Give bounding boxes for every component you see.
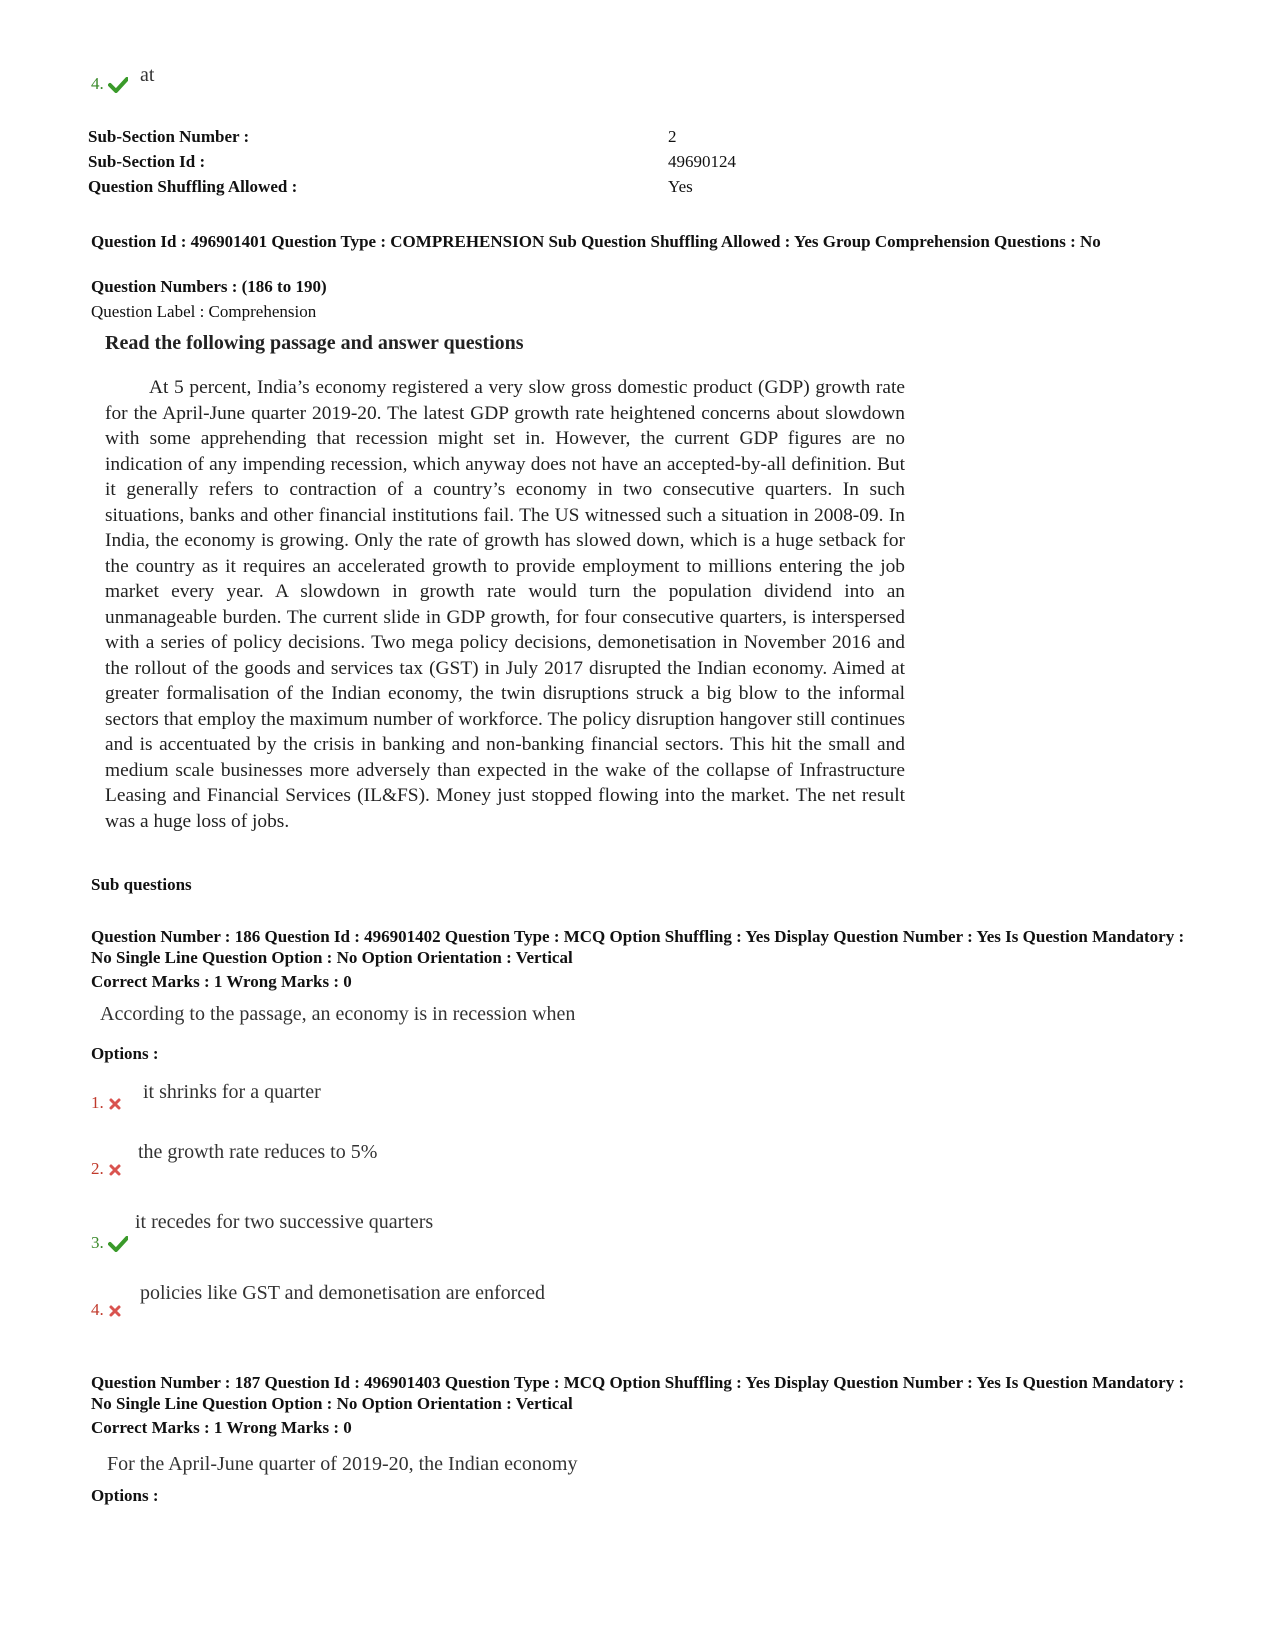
- question-shuffling-value: Yes: [668, 177, 693, 196]
- q187-header: Question Number : 187 Question Id : 496901403 Question Type : MCQ Option Shuffling : Yes Display Question Number : Yes Is Question Mandatory : No Single Line Question Option : No Option Orientation : Vertical: [91, 1373, 1185, 1413]
- sub-questions-label: Sub questions: [91, 875, 192, 894]
- q186-option-2-text: the growth rate reduces to 5%: [138, 1141, 378, 1163]
- subsection-number-label: Sub-Section Number :: [88, 127, 250, 146]
- cross-icon: [108, 1097, 122, 1111]
- q186-marks: Correct Marks : 1 Wrong Marks : 0: [91, 972, 352, 991]
- q187-marks: Correct Marks : 1 Wrong Marks : 0: [91, 1418, 352, 1437]
- q187-stem: For the April-June quarter of 2019-20, the Indian economy: [107, 1453, 578, 1475]
- option-number: 3.: [91, 1233, 104, 1252]
- prev-option-text: at: [140, 64, 155, 86]
- q186-stem: According to the passage, an economy is in recession when: [100, 1003, 576, 1025]
- subsection-number-value: 2: [668, 127, 677, 146]
- cross-icon: [108, 1163, 122, 1177]
- subsection-id-value: 49690124: [668, 152, 736, 171]
- q186-option-4-marker: [91, 1300, 122, 1320]
- q186-option-3-text: it recedes for two successive quarters: [135, 1211, 434, 1233]
- q186-option-3-marker: [91, 1233, 128, 1253]
- q186-options-label: Options :: [91, 1044, 159, 1063]
- comprehension-header: Question Id : 496901401 Question Type : COMPREHENSION Sub Question Shuffling Allowed : Yes Group Comprehension Questions : No: [91, 232, 1101, 251]
- question-numbers: Question Numbers : (186 to 190): [91, 277, 327, 296]
- passage-text: At 5 percent, India’s economy registered a very slow gross domestic product (GDP) growth rate for the April-June quarter 2019-20. The latest GDP growth rate heightened concerns about slowdown with some apprehending that recession might set in. However, the current GDP figures are no indication of any impending recession, which anyway does not have an accepted-by-all definition. But it generally refers to contraction of a country’s economy in two consecutive quarters. In such situations, banks and other financial institutions fail. The US witnessed such a situation in 2008-09. In India, the economy is growing. Only the rate of growth has slowed down, which is a huge setback for the country as it requires an accelerated growth to provide employment to millions entering the job market every year. A slowdown in growth rate would turn the population dividend into an unmanageable burden. The current slide in GDP growth, for four consecutive quarters, is interspersed with a series of policy decisions. Two mega policy decisions, demonetisation in November 2016 and the rollout of the goods and services tax (GST) in July 2017 disrupted the Indian economy. Aimed at greater formalisation of the Indian economy, the twin disruptions struck a big blow to the informal sectors that employ the maximum number of workforce. The policy disruption hangover still continues and is accentuated by the crisis in banking and non-banking financial sectors. This hit the small and medium scale businesses more adversely than expected in the wake of the collapse of Infrastructure Leasing and Financial Services (IL&FS). Money just stopped flowing into the market. The net result was a huge loss of jobs.: [105, 377, 905, 832]
- check-icon: [108, 1236, 128, 1252]
- subsection-id-label: Sub-Section Id :: [88, 152, 206, 171]
- check-icon: [108, 77, 128, 93]
- question-label: Question Label : Comprehension: [91, 302, 317, 321]
- q186-option-1-text: it shrinks for a quarter: [143, 1081, 321, 1103]
- option-number: 1.: [91, 1093, 104, 1112]
- q186-option-4-text: policies like GST and demonetisation are enforced: [140, 1282, 546, 1304]
- cross-icon: [108, 1304, 122, 1318]
- option-number: 4.: [91, 74, 104, 93]
- prev-option-4: [91, 74, 128, 94]
- q187-options-label: Options :: [91, 1486, 159, 1505]
- q186-header: Question Number : 186 Question Id : 496901402 Question Type : MCQ Option Shuffling : Yes Display Question Number : Yes Is Question Mandatory : No Single Line Question Option : No Option Orientation : Vertical: [91, 927, 1185, 967]
- option-number: 2.: [91, 1159, 104, 1178]
- passage-title: Read the following passage and answer questions: [105, 332, 524, 354]
- option-number: 4.: [91, 1300, 104, 1319]
- q186-option-2-marker: [91, 1159, 122, 1179]
- q186-option-1-marker: [91, 1093, 122, 1113]
- question-shuffling-label: Question Shuffling Allowed :: [88, 177, 298, 196]
